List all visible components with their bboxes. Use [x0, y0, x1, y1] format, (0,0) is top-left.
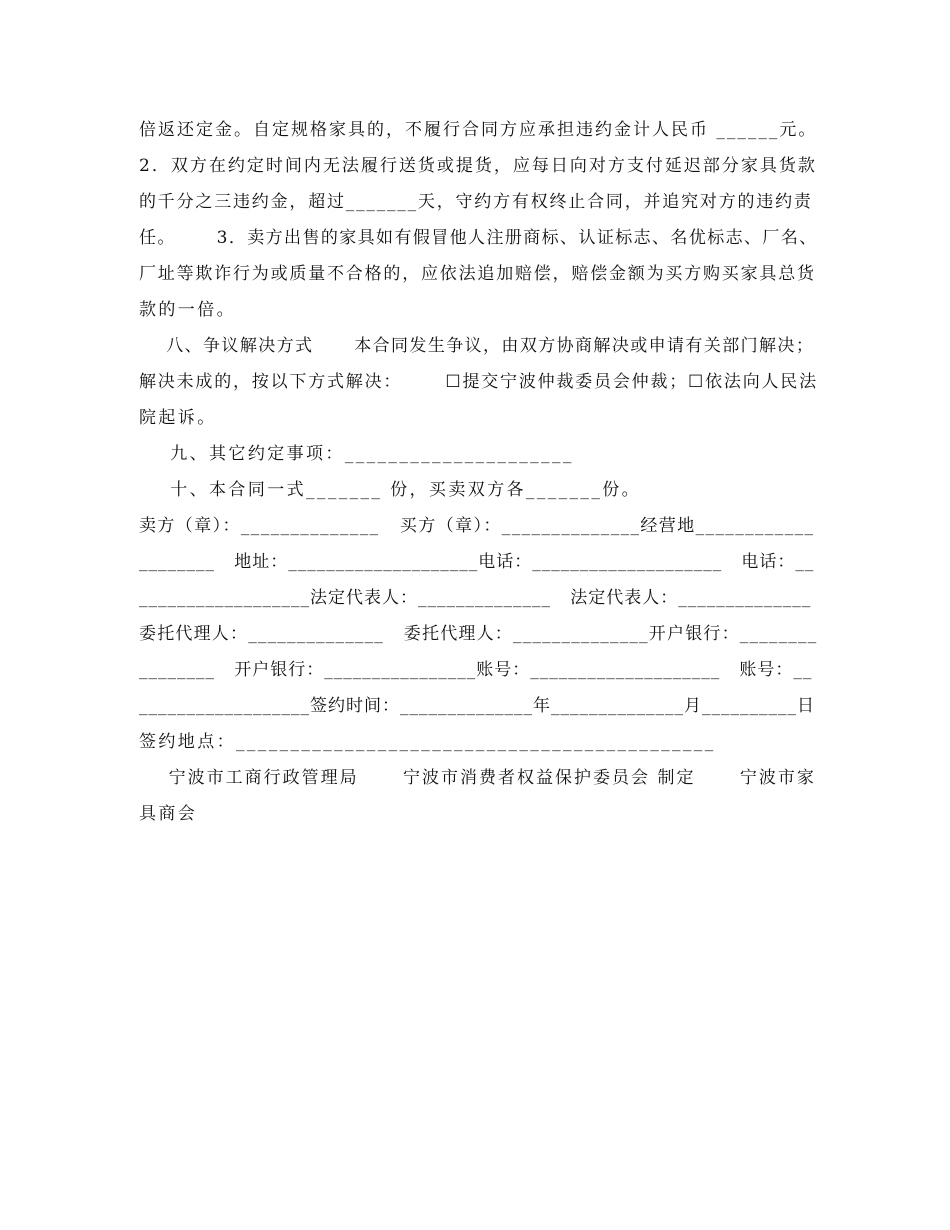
signature-block-line: 卖方（章）：______________ 买方（章）：______________经营地____________	[139, 516, 815, 536]
signature-block-line: ________ 地址：____________________电话：____________________ 电话：__	[139, 552, 815, 572]
text-line: 任。 3．卖方出售的家具如有假冒他人注册商标、认证标志、名优标志、厂名、	[139, 228, 818, 248]
section-9-other-terms: 九、其它约定事项：_____________________	[139, 444, 574, 464]
text-line: 院起诉。	[139, 408, 217, 428]
text-line: 2．双方在约定时间内无法履行送货或提货，应每日向对方支付延迟部分家具货款	[139, 156, 817, 176]
text-line: 厂址等欺诈行为或质量不合格的，应依法追加赔偿，赔偿金额为买方购买家具总货	[139, 264, 816, 284]
section-8-dispute: 八、争议解决方式 本合同发生争议，由双方协商解决或申请有关部门解决；	[139, 336, 815, 356]
text-line: 倍返还定金。自定规格家具的，不履行合同方应承担违约金计人民币 ______元。	[139, 120, 818, 140]
text-line: 款的一倍。	[139, 300, 236, 320]
signing-place-line: 签约地点：____________________________________________	[139, 732, 716, 752]
text-line: 的千分之三违约金，超过_______天，守约方有权终止合同，并追究对方的违约责	[139, 192, 813, 212]
section-10-copies: 十、本合同一式_______ 份，买卖双方各_______份。	[139, 480, 642, 500]
signature-block-line: __________________法定代表人：______________ 法定代表人：______________	[139, 588, 812, 608]
signature-block-line: 委托代理人：______________ 委托代理人：______________开户银行：________	[139, 624, 818, 644]
text-line: 解决未成的，按以下方式解决： ☐提交宁波仲裁委员会仲裁；☐依法向人民法	[139, 372, 818, 392]
signature-block-line: ________ 开户银行：________________账号：____________________ 账号：__	[139, 660, 813, 680]
issuer-line: 宁波市工商行政管理局 宁波市消费者权益保护委员会 制定 宁波市家	[139, 768, 816, 788]
issuer-line: 具商会	[139, 804, 198, 824]
signing-date-line: __________________签约时间：______________年______________月__________日	[139, 696, 815, 716]
